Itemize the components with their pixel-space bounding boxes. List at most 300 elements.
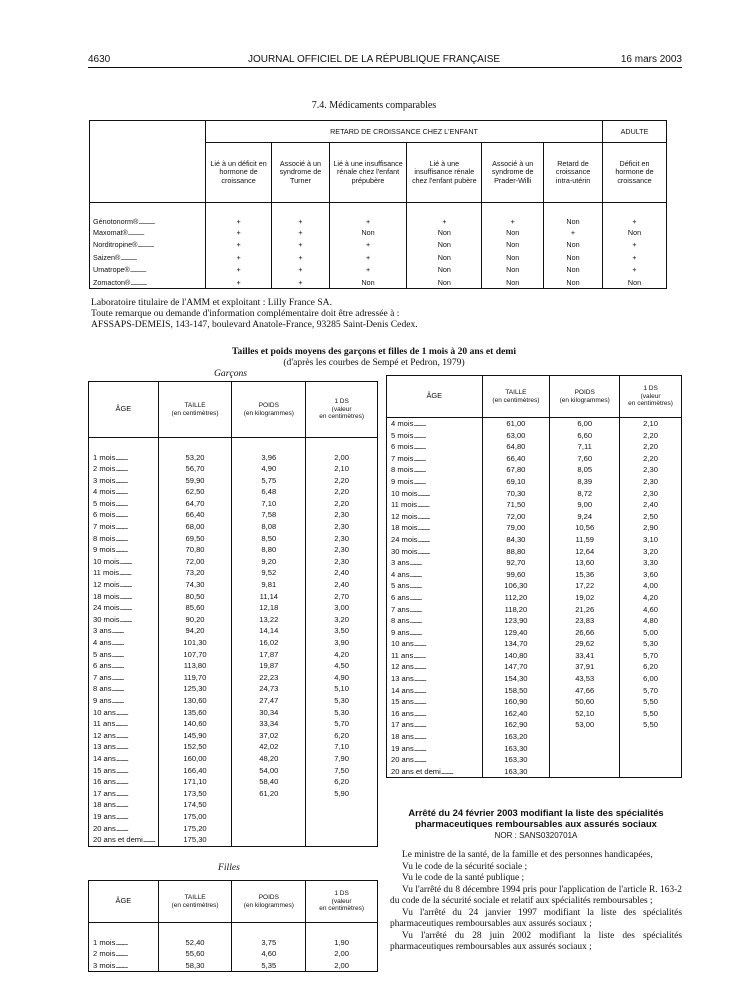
height-cell: 56,70 <box>158 463 232 475</box>
age-cell <box>387 546 483 558</box>
height-cell: 112,20 <box>482 592 550 604</box>
age-text: 4 ans <box>93 638 112 647</box>
table-row <box>89 660 378 672</box>
drug-name <box>90 226 206 239</box>
table-row <box>89 823 378 835</box>
table-row <box>387 719 682 731</box>
leader-dots: ............. <box>409 581 422 591</box>
table-row <box>387 546 682 558</box>
age-cell <box>387 604 483 616</box>
sd-cell: 4,90 <box>306 672 378 684</box>
sd-cell: 2,90 <box>620 522 682 534</box>
leader-dots: ............. <box>409 558 422 568</box>
sd-cell: 5,70 <box>620 650 682 662</box>
leader-dots: ............. <box>115 510 128 520</box>
weight-cell: 30,34 <box>232 707 306 719</box>
height-cell: 69,50 <box>158 533 232 545</box>
table-row <box>387 534 682 546</box>
weight-cell: 7,10 <box>232 498 306 510</box>
leader-dots: ............. <box>413 732 426 742</box>
height-cell: 52,40 <box>158 937 232 949</box>
indication-cell: + <box>407 203 482 227</box>
height-cell: 130,60 <box>158 695 232 707</box>
journal-title: JOURNAL OFFICIEL DE LA RÉPUBLIQUE FRANÇAISE <box>247 54 501 65</box>
weight-cell: 6,00 <box>550 418 620 430</box>
leader-dots: ............. <box>413 743 426 753</box>
height-cell: 99,60 <box>482 569 550 581</box>
age-text: 16 ans <box>391 708 414 718</box>
sd-cell: 2,30 <box>306 521 378 533</box>
leader-dots: ............. <box>115 742 128 752</box>
age-cell <box>89 625 159 637</box>
height-cell: 94,20 <box>158 625 232 637</box>
leader-dots: ............. <box>409 592 422 602</box>
weight-cell: 12,18 <box>232 602 306 614</box>
age-cell <box>89 452 159 464</box>
age-text: 30 mois <box>391 546 418 556</box>
weight-cell: 6,60 <box>550 430 620 442</box>
table-row <box>89 730 378 742</box>
leader-dots <box>130 278 146 287</box>
age-cell <box>89 683 159 695</box>
table-row <box>89 695 378 707</box>
age-text: 7 ans <box>391 604 410 614</box>
note-line: Laboratoire titulaire de l'AMM et exploitant : Lilly France SA. <box>91 297 332 308</box>
drug-name <box>90 251 206 264</box>
indication-cell: Non <box>407 251 482 264</box>
table-row <box>89 463 378 475</box>
height-cell: 70,80 <box>158 544 232 556</box>
sd-cell: 5,30 <box>306 707 378 719</box>
age-cell <box>387 453 483 465</box>
table-row <box>387 580 682 592</box>
height-cell: 163,30 <box>482 743 550 755</box>
leader-dots: ............. <box>111 649 124 659</box>
leader-dots: ............. <box>417 523 430 533</box>
drug-row <box>90 226 667 239</box>
weight-header: POIDS (en kilogrammes) <box>232 881 306 923</box>
age-text: 14 ans <box>391 685 414 695</box>
indication-header: Lié à une insuffisance rénale chez l'enfant prépubère <box>329 143 407 203</box>
weight-cell: 5,75 <box>232 475 306 487</box>
age-text: 9 ans <box>93 695 112 705</box>
indication-header: Déficit en hormone de croissance <box>603 143 667 203</box>
sd-cell: 6,20 <box>306 730 378 742</box>
sd-cell: 5,70 <box>620 685 682 697</box>
leader-dots: ............. <box>413 639 426 649</box>
age-text: 20 ans <box>93 823 116 833</box>
sd-cell: 5,90 <box>306 788 378 800</box>
table-row <box>89 753 378 765</box>
age-text: 2 mois <box>93 949 116 959</box>
leader-dots: ............. <box>119 556 132 566</box>
table-row <box>387 754 682 766</box>
age-text: 5 mois <box>93 498 116 508</box>
table-row <box>89 637 378 649</box>
height-cell: 107,70 <box>158 649 232 661</box>
sd-header: 1 DS (valeur en centimètres) <box>306 382 378 438</box>
spacer-cell <box>232 923 306 937</box>
indication-cell: + <box>603 264 667 277</box>
table-row <box>89 683 378 695</box>
weight-cell: 7,58 <box>232 509 306 521</box>
sd-cell: 3,00 <box>306 602 378 614</box>
indication-cell: Non <box>407 264 482 277</box>
arrete-paragraph: Vu l'arrêté du 24 janvier 1997 modifiant la liste des spécialités pharmaceutiques remboursables aux assurés sociaux ; <box>390 907 682 929</box>
table-row <box>89 718 378 730</box>
comparable-drugs-table <box>89 120 667 289</box>
leader-dots: ............. <box>115 498 128 508</box>
age-text: 14 ans <box>93 753 116 763</box>
age-cell <box>89 960 159 972</box>
leader-dots: ............. <box>413 430 426 440</box>
sd-cell: 5,50 <box>620 708 682 720</box>
girls-label: Filles <box>218 862 240 873</box>
age-cell <box>89 823 159 835</box>
arrete-paragraph: Vu le code de la sécurité sociale ; <box>402 861 528 872</box>
table-row <box>387 661 682 673</box>
weight-header: POIDS (en kilogrammes) <box>550 376 620 418</box>
age-text: 1 mois <box>93 452 116 462</box>
leader-dots <box>120 253 136 262</box>
age-cell <box>89 509 159 521</box>
weight-cell <box>232 823 306 835</box>
leader-dots: ............. <box>413 708 426 718</box>
age-text: 16 ans <box>93 777 116 787</box>
table-row <box>387 731 682 743</box>
table-row <box>89 521 378 533</box>
leader-dots: ............. <box>115 949 128 959</box>
weight-cell: 29,62 <box>550 638 620 650</box>
table-row <box>89 672 378 684</box>
indication-cell: Non <box>544 264 603 277</box>
growth-subtitle: (d'après les courbes de Sempé et Pedron, 1979) <box>283 357 465 368</box>
weight-cell: 3,96 <box>232 452 306 464</box>
age-cell <box>89 937 159 949</box>
age-cell <box>387 627 483 639</box>
leader-dots: ............. <box>111 661 124 671</box>
leader-dots: ............. <box>409 569 422 579</box>
age-text: 6 ans <box>391 592 410 602</box>
indication-cell: + <box>603 251 667 264</box>
height-cell: 163,20 <box>482 731 550 743</box>
age-text: 19 ans <box>93 811 116 821</box>
note-line: Toute remarque ou demande d'information complémentaire doit être adressée à : <box>91 308 400 320</box>
drug-name-text: Génotonorm® <box>93 217 139 226</box>
weight-cell: 4,60 <box>232 948 306 960</box>
leader-dots: ............. <box>115 707 128 717</box>
table-row <box>387 499 682 511</box>
age-header: ÂGE <box>89 881 159 923</box>
table-row <box>89 625 378 637</box>
height-cell: 73,20 <box>158 567 232 579</box>
weight-cell: 9,81 <box>232 579 306 591</box>
age-text: 8 mois <box>391 465 414 475</box>
age-text: 18 ans <box>391 732 414 742</box>
indication-cell: Non <box>482 264 544 277</box>
weight-cell <box>232 799 306 811</box>
sd-cell: 7,10 <box>306 741 378 753</box>
age-text: 20 ans <box>391 755 414 765</box>
sd-cell: 3,20 <box>620 546 682 558</box>
age-cell <box>89 614 159 626</box>
weight-cell: 27,47 <box>232 695 306 707</box>
indication-header: Retard de croissance intra-utérin <box>544 143 603 203</box>
table-row <box>89 765 378 777</box>
sd-cell <box>306 834 378 846</box>
age-cell <box>387 766 483 778</box>
age-cell <box>387 430 483 442</box>
indication-cell: + <box>603 203 667 227</box>
age-cell <box>89 556 159 568</box>
weight-cell: 61,20 <box>232 788 306 800</box>
height-cell: 154,30 <box>482 673 550 685</box>
sd-cell: 2,20 <box>306 486 378 498</box>
sd-cell <box>306 799 378 811</box>
sd-cell: 3,60 <box>620 569 682 581</box>
weight-cell: 7,11 <box>550 441 620 453</box>
age-cell <box>89 718 159 730</box>
sd-cell: 5,30 <box>620 638 682 650</box>
age-text: 7 ans <box>93 672 112 682</box>
sd-cell: 7,50 <box>306 765 378 777</box>
table-row <box>89 937 378 949</box>
height-cell: 64,80 <box>482 441 550 453</box>
age-text: 9 ans <box>391 627 410 637</box>
indication-cell: + <box>272 239 330 252</box>
height-cell: 53,20 <box>158 452 232 464</box>
sd-cell: 5,00 <box>620 627 682 639</box>
age-cell <box>89 533 159 545</box>
weight-cell <box>550 754 620 766</box>
indication-cell: + <box>206 226 272 239</box>
weight-cell: 8,72 <box>550 488 620 500</box>
leader-dots: ............. <box>119 580 132 590</box>
age-cell <box>387 476 483 488</box>
spacer-cell <box>89 923 159 937</box>
height-cell: 163,30 <box>482 754 550 766</box>
sd-cell <box>620 731 682 743</box>
height-cell: 79,00 <box>482 522 550 534</box>
drug-name-text: Norditropine® <box>93 240 138 250</box>
age-cell <box>387 708 483 720</box>
leader-dots: ............. <box>119 568 131 578</box>
table-row <box>89 533 378 545</box>
drug-name-text: Zomacton® <box>93 277 131 287</box>
table-row <box>89 649 378 661</box>
leader-dots <box>128 228 144 237</box>
sd-cell: 2,50 <box>620 511 682 523</box>
table-row <box>89 741 378 753</box>
sd-cell <box>620 766 682 778</box>
height-cell: 135,60 <box>158 707 232 719</box>
age-text: 7 mois <box>391 453 414 463</box>
indication-header: Associé à un syndrome de Turner <box>272 143 330 203</box>
leader-dots: ............. <box>115 730 128 740</box>
age-cell <box>387 743 483 755</box>
boys-table <box>88 381 378 847</box>
indication-cell: + <box>206 251 272 264</box>
weight-cell: 58,40 <box>232 776 306 788</box>
weight-cell: 37,91 <box>550 661 620 673</box>
weight-cell: 6,48 <box>232 486 306 498</box>
age-cell <box>387 592 483 604</box>
table-row <box>89 475 378 487</box>
height-cell: 106,30 <box>482 580 550 592</box>
table-row <box>387 685 682 697</box>
age-cell <box>89 649 159 661</box>
age-cell <box>89 544 159 556</box>
height-header: TAILLE (en centimètres) <box>158 881 232 923</box>
sd-cell: 2,20 <box>620 453 682 465</box>
height-cell: 90,20 <box>158 614 232 626</box>
indication-header: Associé à un syndrome de Prader-Willi <box>482 143 544 203</box>
weight-cell: 33,41 <box>550 650 620 662</box>
age-text: 5 ans <box>391 581 410 591</box>
age-cell <box>387 673 483 685</box>
age-cell <box>89 811 159 823</box>
sd-cell: 2,30 <box>306 556 378 568</box>
sd-cell: 2,40 <box>620 499 682 511</box>
age-text: 12 ans <box>391 662 414 672</box>
age-text: 12 mois <box>391 511 418 521</box>
height-cell: 162,90 <box>482 719 550 731</box>
age-cell <box>387 638 483 650</box>
sd-cell: 5,50 <box>620 696 682 708</box>
drug-row <box>90 239 667 252</box>
height-cell: 160,90 <box>482 696 550 708</box>
age-text: 17 ans <box>391 720 414 730</box>
weight-header: POIDS (en kilogrammes) <box>232 382 306 438</box>
sd-cell: 2,70 <box>306 591 378 603</box>
height-cell: 80,50 <box>158 591 232 603</box>
sd-cell: 2,00 <box>306 960 378 972</box>
table-row <box>89 579 378 591</box>
height-cell: 158,50 <box>482 685 550 697</box>
age-text: 6 mois <box>391 442 414 452</box>
weight-cell: 9,52 <box>232 567 306 579</box>
table-row <box>387 604 682 616</box>
child-group-header: RETARD DE CROISSANCE CHEZ L'ENFANT <box>206 121 603 143</box>
leader-dots: ............. <box>115 487 128 497</box>
table-row <box>387 453 682 465</box>
indication-cell: Non <box>482 251 544 264</box>
weight-cell: 48,20 <box>232 753 306 765</box>
leader-dots: ............. <box>417 488 430 498</box>
indication-cell: + <box>272 276 330 289</box>
sd-cell: 2,40 <box>306 567 378 579</box>
height-cell: 72,00 <box>482 511 550 523</box>
height-cell: 64,70 <box>158 498 232 510</box>
sd-cell: 6,20 <box>306 776 378 788</box>
table-row <box>387 766 682 778</box>
leader-dots: ............. <box>440 766 453 776</box>
indication-cell: + <box>544 226 603 239</box>
table-row <box>387 627 682 639</box>
sd-cell: 4,20 <box>306 649 378 661</box>
age-text: 3 mois <box>93 475 116 485</box>
sd-cell: 5,30 <box>306 695 378 707</box>
height-cell: 147,70 <box>482 661 550 673</box>
age-text: 4 mois <box>93 487 116 497</box>
weight-cell: 9,24 <box>550 511 620 523</box>
drug-name <box>90 264 206 277</box>
age-text: 18 mois <box>93 591 120 601</box>
height-cell: 85,60 <box>158 602 232 614</box>
table-row <box>89 799 378 811</box>
indication-cell: Non <box>329 226 407 239</box>
drug-row <box>90 276 667 289</box>
sd-cell: 2,10 <box>306 463 378 475</box>
table-row <box>89 498 378 510</box>
age-cell <box>89 948 159 960</box>
age-text: 4 ans <box>391 569 410 579</box>
arrete-paragraph: Vu l'arrêté du 28 juin 2002 modifiant la liste des spécialités pharmaceutiques remboursables aux assurés sociaux ; <box>390 930 682 952</box>
drug-row <box>90 264 667 277</box>
spacer-row <box>89 923 378 937</box>
spacer-cell <box>89 438 159 452</box>
girls-table-continued <box>386 375 682 778</box>
weight-cell: 13,22 <box>232 614 306 626</box>
weight-cell: 47,66 <box>550 685 620 697</box>
leader-dots: ............. <box>115 777 128 787</box>
weight-cell: 23,83 <box>550 615 620 627</box>
age-cell <box>387 511 483 523</box>
leader-dots: ............. <box>417 546 430 556</box>
sd-cell: 7,90 <box>306 753 378 765</box>
age-cell <box>387 580 483 592</box>
age-cell <box>89 579 159 591</box>
age-text: 8 ans <box>93 684 112 694</box>
weight-cell: 7,60 <box>550 453 620 465</box>
leader-dots: ............. <box>115 765 128 775</box>
leader-dots: ............. <box>413 674 426 684</box>
table-row <box>387 464 682 476</box>
table-row <box>89 486 378 498</box>
leader-dots: ............. <box>119 614 132 624</box>
indication-cell: Non <box>407 276 482 289</box>
indication-header: Lié à une insuffisance rénale chez l'enfant pubère <box>407 143 482 203</box>
height-cell: 160,00 <box>158 753 232 765</box>
age-text: 1 mois <box>93 937 116 947</box>
age-text: 3 ans <box>93 626 112 636</box>
height-cell: 175,00 <box>158 811 232 823</box>
leader-dots: ............. <box>111 626 124 636</box>
indication-cell: + <box>206 264 272 277</box>
leader-dots: ............. <box>111 638 124 647</box>
leader-dots: ............. <box>115 937 128 947</box>
table-row <box>89 707 378 719</box>
height-cell: 68,00 <box>158 521 232 533</box>
age-cell <box>387 719 483 731</box>
leader-dots: ............. <box>115 545 128 555</box>
weight-cell: 19,02 <box>550 592 620 604</box>
age-cell <box>89 637 159 649</box>
leader-dots: ............. <box>111 672 124 682</box>
age-cell <box>89 521 159 533</box>
leader-dots: ............. <box>115 522 128 532</box>
age-text: 3 ans <box>391 558 410 568</box>
sd-cell: 2,30 <box>306 544 378 556</box>
age-text: 6 mois <box>93 510 116 520</box>
age-cell <box>89 753 159 765</box>
age-text: 10 ans <box>391 639 414 649</box>
age-text: 11 mois <box>391 500 418 510</box>
age-text: 5 ans <box>93 649 112 659</box>
weight-cell: 17,87 <box>232 649 306 661</box>
age-text: 24 mois <box>93 603 120 613</box>
sd-cell: 5,70 <box>306 718 378 730</box>
